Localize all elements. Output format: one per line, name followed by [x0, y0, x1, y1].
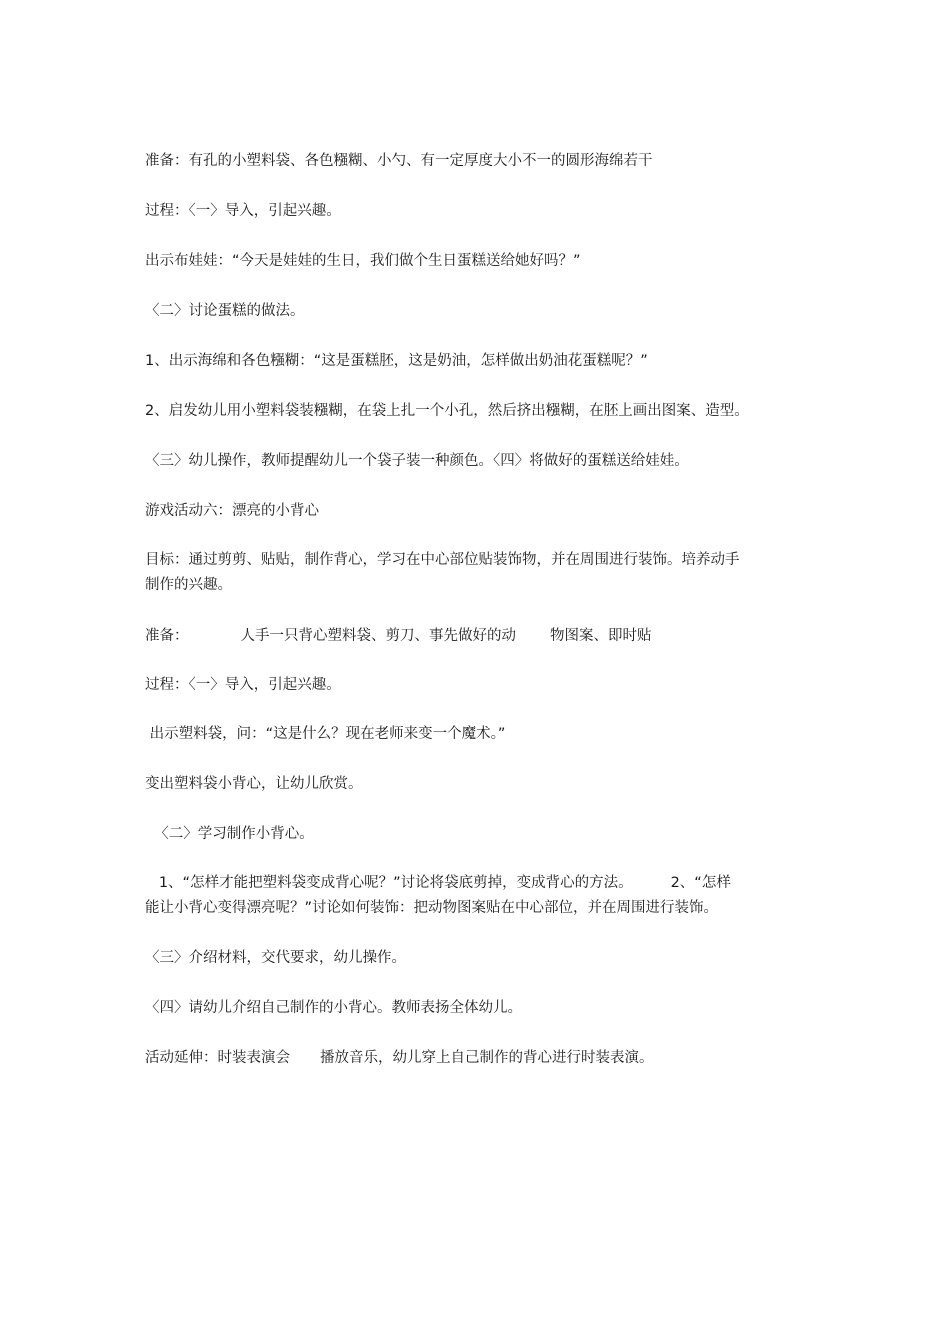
paragraph-goal — [145, 548, 810, 598]
paragraph-preparation: 准备：有孔的小塑料袋、各色糨糊、小勺、有一定厚度大小不一的圆形海绵若干 — [145, 153, 653, 169]
paragraph-vest-appreciate: 变出塑料袋小背心，让幼儿欣赏。 — [145, 776, 363, 792]
question-2-start: 2、“怎样 — [670, 875, 731, 891]
paragraph-operation: 〈三〉幼儿操作，教师提醒幼儿一个袋子装一种颜色。〈四〉将做好的蛋糕送给娃娃。 — [145, 453, 689, 469]
paragraph-goal-line-2: 制作的兴趣。 — [145, 577, 232, 593]
paragraph-goal-line-1: 目标：通过剪剪、贴贴，制作背心，学习在中心部位贴装饰物，并在周围进行装饰。培养动手 — [145, 552, 740, 568]
paragraph-questions — [145, 871, 810, 921]
extension-part-1: 活动延伸：时装表演会 — [145, 1050, 290, 1066]
paragraph-game-six-title: 游戏活动六：漂亮的小背心 — [145, 503, 319, 519]
paragraph-step-1: 1、出示海绵和各色糨糊：“这是蛋糕胚，这是奶油，怎样做出奶油花蛋糕呢？” — [145, 353, 648, 369]
paragraph-child-intro: 〈四〉请幼儿介绍自己制作的小背心。教师表扬全体幼儿。 — [145, 1000, 522, 1016]
extension-part-2: 播放音乐，幼儿穿上自己制作的背心进行时装表演。 — [320, 1050, 654, 1066]
paragraph-step-2: 2、启发幼儿用小塑料袋装糨糊，在袋上扎一个小孔，然后挤出糨糊，在胚上画出图案、造型。 — [145, 403, 749, 419]
paragraph-extension — [145, 1046, 810, 1071]
materials-part-2: 物图案、即时贴 — [550, 628, 652, 644]
question-1: 1、“怎样才能把塑料袋变成背心呢？”讨论将袋底剪掉，变成背心的方法。 — [145, 875, 633, 891]
paragraph-process-intro-2: 过程：〈一〉导入，引起兴趣。 — [145, 677, 341, 693]
paragraph-materials — [145, 624, 810, 649]
paragraph-learn-vest: 〈二〉学习制作小背心。 — [145, 826, 314, 842]
paragraph-materials-intro: 〈三〉介绍材料，交代要求，幼儿操作。 — [145, 950, 406, 966]
paragraph-show-bag: 出示塑料袋，问：“这是什么？现在老师来变一个魔术。” — [145, 726, 506, 742]
paragraph-questions-line-1 — [145, 871, 810, 896]
paragraph-questions-line-2: 能让小背心变得漂亮呢？”讨论如何装饰：把动物图案贴在中心部位，并在周围进行装饰。 — [145, 900, 719, 916]
materials-label: 准备： — [145, 628, 189, 644]
materials-part-1: 人手一只背心塑料袋、剪刀、事先做好的动 — [240, 628, 516, 644]
paragraph-discuss-cake: 〈二〉讨论蛋糕的做法。 — [145, 303, 305, 319]
paragraph-show-doll: 出示布娃娃：“今天是娃娃的生日，我们做个生日蛋糕送给她好吗？” — [145, 253, 581, 269]
paragraph-process-intro: 过程：〈一〉导入，引起兴趣。 — [145, 203, 341, 219]
